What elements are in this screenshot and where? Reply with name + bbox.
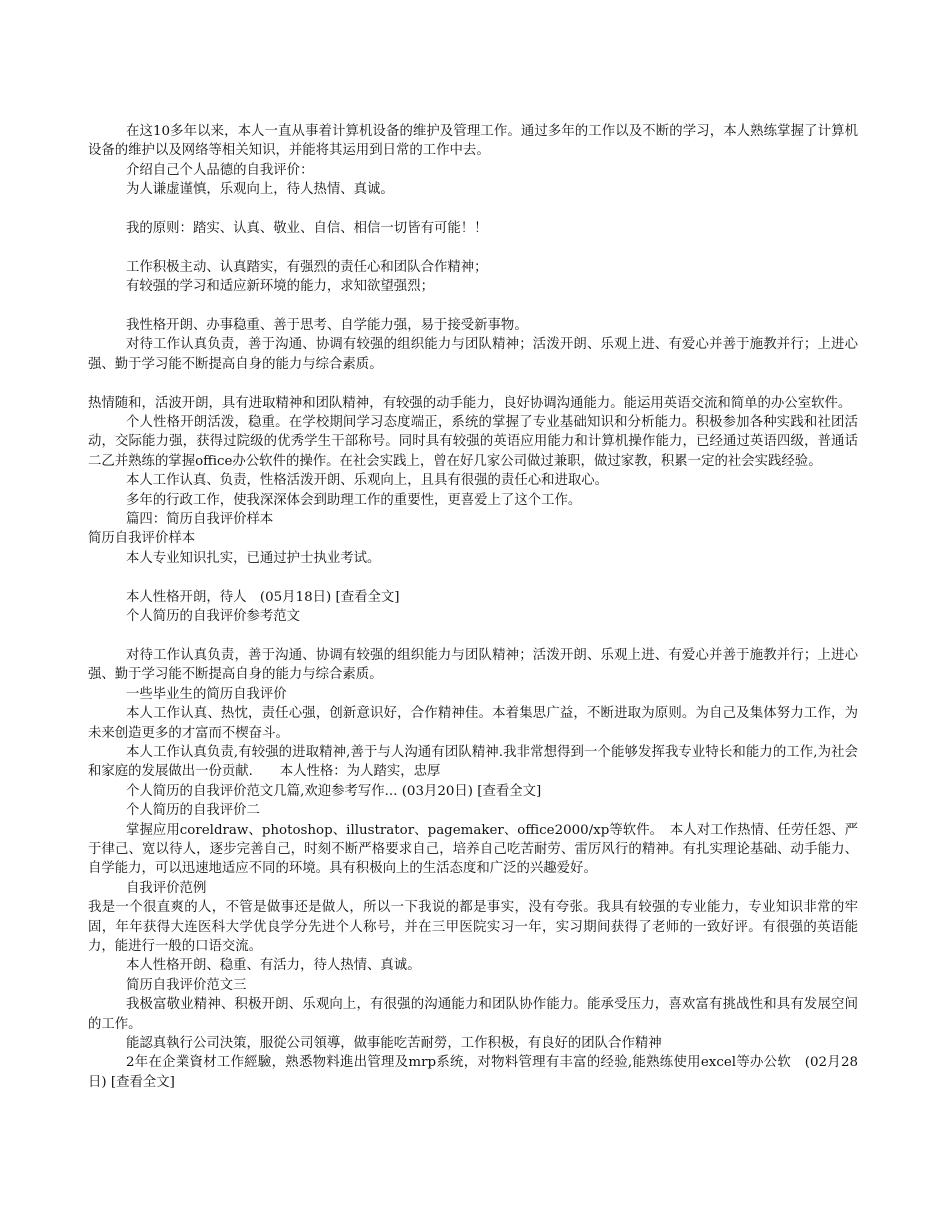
paragraph: 个人简历的自我评价二	[126, 803, 260, 819]
paragraph: 我的原则：踏实、认真、敬业、自信、相信一切皆有可能！！	[126, 221, 488, 237]
paragraph: 我极富敬业精神、积极开朗、乐观向上，有很强的沟通能力和团队协作能力。能承受压力，喜欢富有挑战性和具有发展空间的工作。	[88, 997, 858, 1032]
paragraph: 简历自我评价范文三	[126, 977, 247, 993]
blank-line	[88, 297, 858, 316]
blank-line	[88, 626, 858, 645]
paragraph: 我性格开朗、办事稳重、善于思考、自学能力强，易于接受新事物。	[126, 318, 528, 334]
paragraph: 一些毕业生的简历自我评价	[126, 686, 287, 702]
paragraph: 掌握应用coreldraw、photoshop、illustrator、pagemaker、office2000/xp等软件。 本人对工作热情、任劳任怨、严于律己、宽以待人，逐步完善自己，时刻不断严格要求自己，培养自己吃苦耐劳、雷厉风行的精神。有扎实理论基础、动手能力、自学能力，可以迅速地适应不同的环境。具有积极向上的生活态度和广泛的兴趣爱好。	[88, 822, 858, 877]
paragraph: 多年的行政工作，使我深深体会到助理工作的重要性，更喜爱上了这个工作。	[126, 492, 582, 508]
paragraph: 本人性格开朗，待人 (05月18日) [查看全文]	[126, 589, 400, 605]
blank-line	[88, 238, 858, 257]
paragraph: 本人工作认真负责,有较强的进取精神,善于与人沟通有团队精神.我非常想得到一个能够发挥我专业特长和能力的工作,为社会和家庭的发展做出一份贡献. 本人性格：为人踏实，忠厚	[88, 744, 858, 780]
paragraph: 篇四：简历自我评价样本	[126, 512, 274, 528]
paragraph: 工作积极主动、认真踏实，有强烈的责任心和团队合作精神；	[126, 259, 488, 275]
paragraph: 热情随和，活波开朗，具有进取精神和团队精神，有较强的动手能力，良好协调沟通能力。能运用英语交流和简单的办公室软件。	[88, 395, 852, 411]
blank-line	[88, 568, 858, 587]
paragraph: 本人工作认真、负责，性格活泼开朗、乐观向上，且具有很强的责任心和进取心。	[126, 473, 609, 489]
paragraph: 在这10多年以来，本人一直从事着计算机设备的维护及管理工作。通过多年的工作以及不断的学习，本人熟练掌握了计算机设备的维护以及网络等相关知识，并能将其运用到日常的工作中去。	[88, 124, 858, 159]
paragraph: 有较强的学习和适应新环境的能力，求知欲望强烈；	[126, 279, 434, 295]
paragraph: 我是一个很直爽的人，不管是做事还是做人，所以一下我说的都是事实，没有夸张。我具有较强的专业能力，专业知识非常的牢固，年年获得大连医科大学优良学分先进个人称号，并在三甲医院实习一年，实习期间获得了老师的一致好评。有很强的英语能力，能进行一般的口语交流。	[88, 900, 858, 954]
paragraph: 个人简历的自我评价范文几篇,欢迎参考写作... (03月20日) [查看全文]	[126, 783, 542, 799]
paragraph: 个人简历的自我评价参考范文	[126, 609, 301, 625]
paragraph: 能認真執行公司決策，服從公司領導，做事能吃苦耐勞，工作积极，有良好的团队合作精神	[126, 1036, 662, 1051]
paragraph: 对待工作认真负责，善于沟通、协调有较强的组织能力与团队精神；活泼开朗、乐观上进、有爱心并善于施教并行；上进心强、勤于学习能不断提高自身的能力与综合素质。	[88, 337, 858, 372]
paragraph: 简历自我评价样本	[88, 531, 196, 547]
paragraph: 自我评价范例	[126, 880, 207, 896]
document-body	[88, 122, 858, 1092]
paragraph: 本人专业知识扎实，已通过护士执业考试。	[126, 550, 381, 566]
paragraph: 本人工作认真、热忱，责任心强，创新意识好，合作精神佳。本着集思广益，不断进取为原则。为自己及集体努力工作，为未来创造更多的才富而不楔奋斗。	[88, 706, 858, 741]
paragraph: 为人谦虚谨慎，乐观向上，待人热情、真诚。	[126, 182, 394, 198]
paragraph: 本人性格开朗、稳重、有活力，待人热情、真诚。	[126, 958, 421, 974]
blank-line	[88, 200, 858, 219]
paragraph: 个人性格开朗活泼，稳重。在学校期间学习态度端正，系统的掌握了专业基础知识和分析能力。积极参加各种实践和社团活动，交际能力强，获得过院级的优秀学生干部称号。同时具有较强的英语应用能力和计算机操作能力，已经通过英语四级，普通话二乙并熟练的掌握office办公软件的操作。在社会实践上，曾在好几家公司做过兼职，做过家教，积累一定的社会实践经验。	[88, 415, 858, 469]
paragraph: 2年在企業資材工作經驗，熟悉物料進出管理及mrp系统，对物料管理有丰富的经验,能熟练使用excel等办公软 (02月28日) [查看全文]	[88, 1055, 858, 1090]
paragraph: 介绍自己个人品德的自我评价：	[126, 162, 314, 178]
paragraph: 对待工作认真负责，善于沟通、协调有较强的组织能力与团队精神；活泼开朗、乐观上进、有爱心并善于施教并行；上进心强、勤于学习能不断提高自身的能力与综合素质。	[88, 647, 858, 683]
blank-line	[88, 374, 858, 393]
